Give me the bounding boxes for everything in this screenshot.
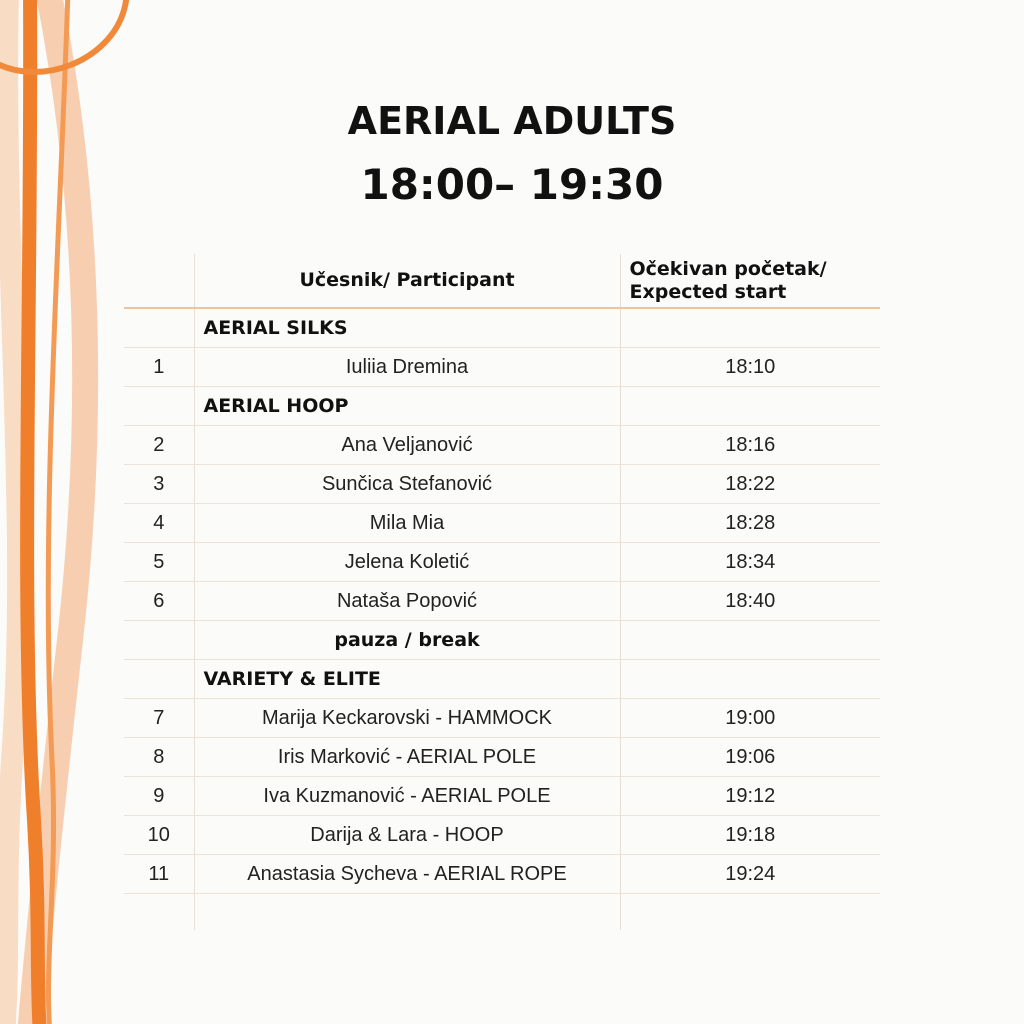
table-row <box>124 699 880 738</box>
participant-name: Marija Keckarovski - HAMMOCK <box>194 699 620 738</box>
expected-start-time: 19:00 <box>620 699 880 738</box>
table-row <box>124 504 880 543</box>
row-number: 11 <box>124 855 194 894</box>
participant-name: Sunčica Stefanović <box>194 465 620 504</box>
expected-start-time: 18:40 <box>620 582 880 621</box>
section-row-variety-elite <box>124 660 880 699</box>
expected-start-time: 18:28 <box>620 504 880 543</box>
row-number: 3 <box>124 465 194 504</box>
expected-start-time: 18:34 <box>620 543 880 582</box>
table-row <box>124 582 880 621</box>
row-number: 1 <box>124 348 194 387</box>
expected-start-time: 18:22 <box>620 465 880 504</box>
row-number: 5 <box>124 543 194 582</box>
participant-name: Jelena Koletić <box>194 543 620 582</box>
header-expected-start-line2: Expected start <box>629 280 787 303</box>
header-expected-start <box>620 254 880 308</box>
participant-name: Ana Veljanović <box>194 426 620 465</box>
expected-start-time: 18:10 <box>620 348 880 387</box>
participant-name: Iva Kuzmanović - AERIAL POLE <box>194 777 620 816</box>
table-row <box>124 426 880 465</box>
page-title: AERIAL ADULTS <box>347 99 677 143</box>
row-number: 6 <box>124 582 194 621</box>
participant-name: Iuliia Dremina <box>194 348 620 387</box>
participant-name: Nataša Popović <box>194 582 620 621</box>
expected-start-time: 19:24 <box>620 855 880 894</box>
row-number: 9 <box>124 777 194 816</box>
table-row <box>124 816 880 855</box>
ribbon-light-band-2 <box>4 0 18 1024</box>
participant-name: Iris Marković - AERIAL POLE <box>194 738 620 777</box>
header-participant: Učesnik/ Participant <box>194 254 620 308</box>
expected-start-time: 19:12 <box>620 777 880 816</box>
break-label: pauza / break <box>194 621 620 660</box>
expected-start-time: 19:18 <box>620 816 880 855</box>
row-number: 2 <box>124 426 194 465</box>
break-row <box>124 621 880 660</box>
participant-name: Anastasia Sycheva - AERIAL ROPE <box>194 855 620 894</box>
participant-name: Mila Mia <box>194 504 620 543</box>
table-row <box>124 738 880 777</box>
time-range-title: 18:00– 19:30 <box>360 160 664 209</box>
header-expected-start-line1: Očekivan početak/ <box>629 257 827 280</box>
row-number: 8 <box>124 738 194 777</box>
section-label: VARIETY & ELITE <box>194 660 620 699</box>
section-label: AERIAL HOOP <box>194 387 620 426</box>
row-number: 7 <box>124 699 194 738</box>
ribbon-main-band <box>27 0 40 1024</box>
table-header-row <box>124 254 880 308</box>
schedule-table <box>124 254 880 930</box>
participant-name: Darija & Lara - HOOP <box>194 816 620 855</box>
table-row <box>124 777 880 816</box>
section-label: AERIAL SILKS <box>194 308 620 348</box>
row-number: 4 <box>124 504 194 543</box>
row-number: 10 <box>124 816 194 855</box>
decorative-ribbons <box>0 0 140 1024</box>
empty-footer-row <box>124 894 880 931</box>
expected-start-time: 18:16 <box>620 426 880 465</box>
table-row <box>124 855 880 894</box>
table-row <box>124 348 880 387</box>
expected-start-time: 19:06 <box>620 738 880 777</box>
header-number <box>124 254 194 308</box>
table-row <box>124 543 880 582</box>
table-row <box>124 465 880 504</box>
section-row-aerial-silks <box>124 308 880 348</box>
section-row-aerial-hoop <box>124 387 880 426</box>
